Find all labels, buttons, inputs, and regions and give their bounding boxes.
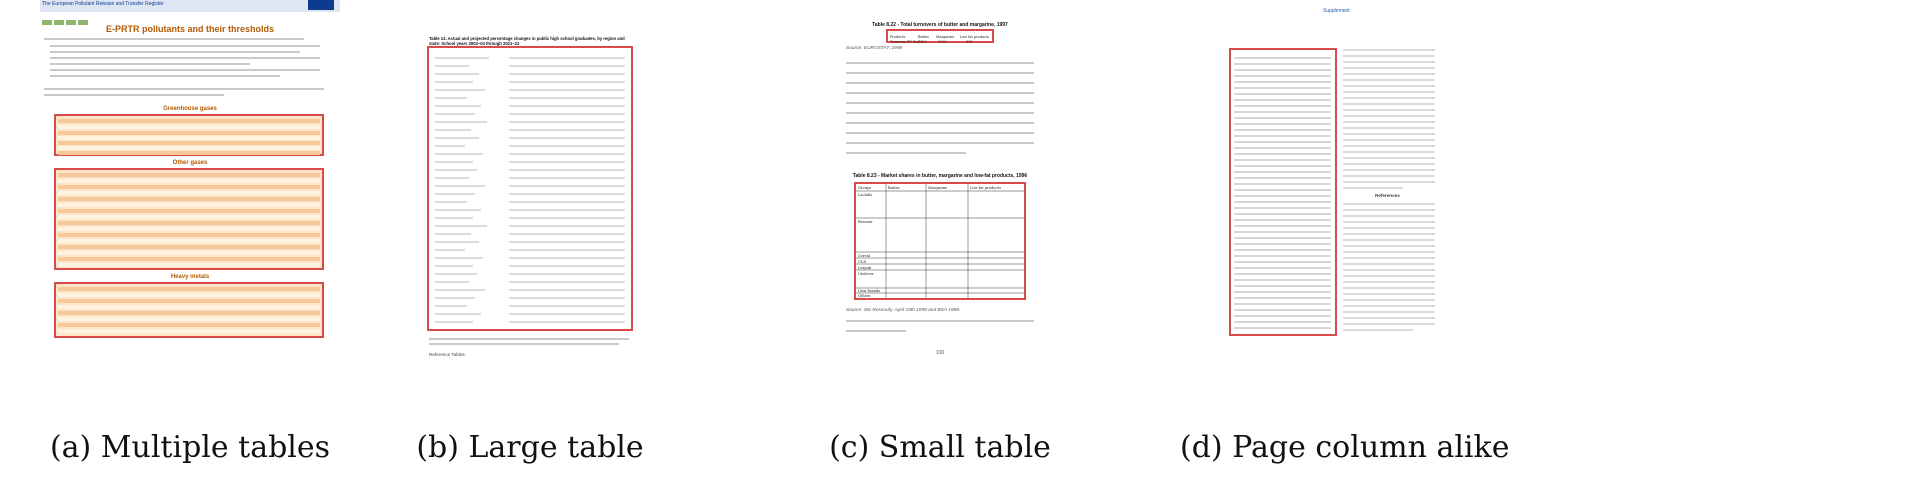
table23-group: Lactalis	[858, 193, 873, 197]
table23-title: Table 8.23 - Market shares in butter, margarine and low-fat products, 1996	[852, 173, 1028, 179]
footer-label: Reference Tables	[429, 352, 465, 357]
table23-group: Unilever	[858, 272, 874, 276]
panel-page-column-alike	[1225, 0, 1440, 362]
supplement-label: Supplement	[1323, 8, 1350, 14]
text-line	[846, 82, 1034, 84]
text-line	[50, 69, 320, 71]
table23-header: Butter	[888, 186, 900, 190]
text-line	[50, 45, 320, 47]
text-line	[50, 63, 250, 65]
table-rows	[429, 48, 631, 329]
text-line	[44, 38, 304, 40]
footnote-line	[429, 338, 629, 340]
text-line	[846, 320, 1034, 322]
text-line	[50, 75, 280, 77]
table-rows	[1231, 50, 1335, 334]
site-title: The European Pollutant Release and Transfer Register	[42, 1, 164, 7]
table22-header: Margarine	[936, 35, 955, 39]
table23-header: Groups	[858, 186, 872, 190]
panel-multiple-tables	[40, 0, 340, 360]
text-line	[50, 57, 320, 59]
table22-cell: Turnover FF (bn)	[890, 40, 920, 44]
table22-cells	[888, 34, 992, 44]
table22-header: Products	[890, 35, 906, 39]
page-number: 100	[935, 350, 945, 356]
text-line	[44, 88, 324, 90]
page-heading: E-PRTR pollutants and their thresholds	[105, 24, 274, 34]
table-8-23	[854, 182, 1026, 300]
text-line	[50, 51, 300, 53]
table23-group: Lurpak	[858, 266, 872, 270]
section-title: Heavy metals	[170, 274, 210, 280]
text-line	[44, 94, 224, 96]
footnote-line	[429, 343, 619, 345]
eu-flag-logo	[308, 0, 334, 10]
caption-d: (d) Page column alike	[1180, 430, 1510, 465]
table23-header: Low fat products	[970, 186, 1001, 190]
caption-b: (b) Large table	[416, 430, 644, 465]
source-note: Source: EUROSTAT, 1998	[846, 46, 903, 51]
text-line	[846, 122, 1034, 124]
panel-large-table	[425, 0, 635, 362]
text-line	[846, 72, 1034, 74]
table-8-22	[886, 29, 994, 43]
source-note: Source: Ste Ressoufy, April 19th 1998 and BSA 1998.	[846, 308, 961, 313]
table22-cell: 1365	[938, 40, 947, 44]
table23-header: Margarine	[928, 186, 948, 190]
table22-cell: 858	[966, 40, 973, 44]
text-line	[846, 142, 1034, 144]
table23-group: ULD	[858, 260, 867, 264]
table-other-gases	[54, 168, 324, 270]
table-title: Table 13. Actual and projected percentage changes in public high school graduates, by region and state: School years 2003–04 through 2021–22	[429, 36, 625, 46]
table22-header: Low fat products	[960, 35, 990, 39]
text-line	[846, 92, 1034, 94]
caption-a: (a) Multiple tables	[49, 430, 331, 465]
text-line	[846, 112, 1034, 114]
text-line	[846, 62, 1034, 64]
table23-group: Own brands	[858, 289, 881, 293]
text-line	[846, 330, 906, 332]
table23-group: Bessner	[858, 220, 873, 224]
table22-cell: 4420	[918, 40, 927, 44]
table23-group: Others	[858, 294, 871, 298]
table23-group: Cereal	[858, 254, 871, 258]
table22-header: Butter	[918, 35, 930, 39]
caption-c: (c) Small table	[829, 430, 1051, 465]
section-title: Other gases	[172, 160, 208, 166]
column-like-table	[1229, 48, 1337, 336]
large-data-table	[427, 46, 633, 331]
table-heavy-metals	[54, 282, 324, 338]
references-heading: References	[1375, 193, 1400, 198]
table23-cells	[856, 184, 1024, 298]
table-greenhouse-gases	[54, 114, 324, 156]
panel-small-table	[840, 0, 1040, 360]
text-line	[846, 152, 966, 154]
text-line	[846, 102, 1034, 104]
section-title: Greenhouse gases	[163, 106, 217, 112]
table22-title: Table 8.22 - Total turnovers of butter and margarine, 1997	[872, 22, 1008, 28]
text-line	[846, 132, 1034, 134]
